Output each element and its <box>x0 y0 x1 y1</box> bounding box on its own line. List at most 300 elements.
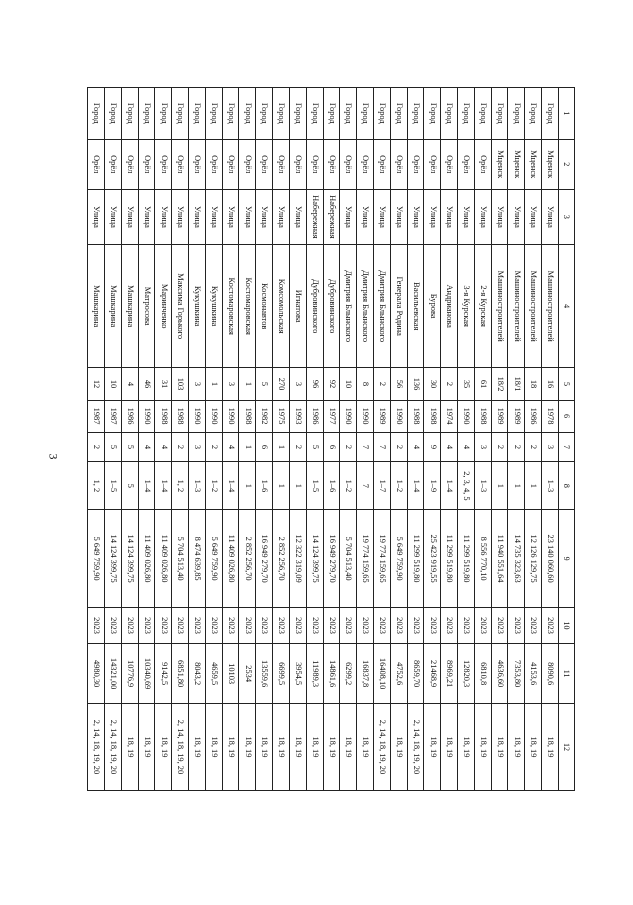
table-cell: 16 <box>542 368 559 400</box>
table-cell: 18, 19 <box>222 703 239 790</box>
table-cell: Орёл <box>205 139 222 189</box>
table-cell: Улица <box>104 189 121 244</box>
table-row <box>205 88 222 791</box>
column-header: 8 <box>558 462 574 510</box>
table-cell: 1988 <box>239 400 256 432</box>
table-cell: 1–3 <box>474 462 491 510</box>
table-cell: Город <box>121 88 138 140</box>
table-cell: Город <box>104 88 121 140</box>
table-cell: 1974 <box>441 400 458 432</box>
table-cell: 4 <box>138 432 155 462</box>
rotated-table-container <box>87 87 575 791</box>
table-cell: Орёл <box>88 139 105 189</box>
table-cell: 2 <box>340 432 357 462</box>
column-header: 5 <box>558 368 574 400</box>
table-cell: 2023 <box>239 607 256 644</box>
table-cell: 1987 <box>88 400 105 432</box>
table-cell: Улица <box>121 189 138 244</box>
table-cell: 2023 <box>373 607 390 644</box>
table-cell: 5 704 513,40 <box>340 510 357 607</box>
table-cell: 1 <box>273 432 290 462</box>
table-cell: Город <box>390 88 407 140</box>
table-cell: 2023 <box>138 607 155 644</box>
table-cell: 18, 19 <box>491 703 508 790</box>
table-cell: 3954,5 <box>289 644 306 704</box>
table-cell: Машкарина <box>88 244 105 368</box>
table-cell: 19 774 159,65 <box>357 510 374 607</box>
table-cell: 9142,5 <box>155 644 172 704</box>
table-cell: 1975 <box>273 400 290 432</box>
table-cell: 14321,00 <box>104 644 121 704</box>
table-cell: 6299,2 <box>340 644 357 704</box>
table-cell: 3-я Курская <box>458 244 475 368</box>
table-cell: 2 <box>373 368 390 400</box>
column-header: 6 <box>558 400 574 432</box>
table-cell: 3 <box>189 432 206 462</box>
table-cell: 2023 <box>189 607 206 644</box>
table-cell: 4 <box>155 432 172 462</box>
table-cell: 2023 <box>306 607 323 644</box>
table-cell: Город <box>474 88 491 140</box>
table-cell: Город <box>424 88 441 140</box>
table-cell: 2, 14, 18, 19, 20 <box>104 703 121 790</box>
table-cell: 18, 19 <box>205 703 222 790</box>
table-cell: 11 299 519,80 <box>458 510 475 607</box>
table-cell: 2 <box>441 368 458 400</box>
column-header: 11 <box>558 644 574 704</box>
table-cell: 1–4 <box>407 462 424 510</box>
table-cell: Улица <box>222 189 239 244</box>
table-cell: 1–2 <box>205 462 222 510</box>
table-cell: 6 <box>256 432 273 462</box>
table-cell: Город <box>239 88 256 140</box>
table-cell: 11 940 551,64 <box>491 510 508 607</box>
table-cell: 2023 <box>441 607 458 644</box>
table-cell: 4 <box>407 432 424 462</box>
table-cell: 5 <box>256 368 273 400</box>
table-cell: 5 <box>121 462 138 510</box>
table-cell: 1988 <box>172 400 189 432</box>
table-cell: Костомаровская <box>239 244 256 368</box>
table-cell: 2023 <box>323 607 340 644</box>
table-cell: Орёл <box>373 139 390 189</box>
table-cell: 1982 <box>256 400 273 432</box>
table-cell: 18, 19 <box>508 703 525 790</box>
table-cell: 1–5 <box>306 462 323 510</box>
table-cell: 1990 <box>189 400 206 432</box>
table-cell: 4 <box>222 432 239 462</box>
table-cell: Комсомольская <box>273 244 290 368</box>
table-row <box>104 88 121 791</box>
table-cell: 1977 <box>323 400 340 432</box>
table-cell: Кукушкина <box>189 244 206 368</box>
table-cell: Машкарина <box>121 244 138 368</box>
table-row <box>273 88 290 791</box>
table-row <box>239 88 256 791</box>
table-cell: Город <box>306 88 323 140</box>
table-cell: 7 <box>373 432 390 462</box>
table-cell: 1 <box>239 432 256 462</box>
table-cell: 8659,70 <box>407 644 424 704</box>
header-row <box>558 88 574 791</box>
table-cell: 6699,5 <box>273 644 290 704</box>
table-cell: 2023 <box>407 607 424 644</box>
table-cell: 18, 19 <box>357 703 374 790</box>
table-cell: Орёл <box>390 139 407 189</box>
table-cell: Мценск <box>525 139 542 189</box>
table-cell: 10103 <box>222 644 239 704</box>
table-cell: 2 <box>205 432 222 462</box>
table-cell: Улица <box>189 189 206 244</box>
table-cell: 1–2 <box>340 462 357 510</box>
table-cell: 5 649 759,90 <box>88 510 105 607</box>
table-cell: 1986 <box>121 400 138 432</box>
table-cell: 1 <box>273 462 290 510</box>
table-cell: 10 <box>104 368 121 400</box>
table-cell: Матросова <box>138 244 155 368</box>
table-cell: 2023 <box>121 607 138 644</box>
table-cell: 2 <box>390 432 407 462</box>
table-cell: 92 <box>323 368 340 400</box>
table-cell: 2 852 256,70 <box>239 510 256 607</box>
table-cell: Максима Горького <box>172 244 189 368</box>
table-cell: Улица <box>542 189 559 244</box>
table-row <box>424 88 441 791</box>
table-cell: Улица <box>407 189 424 244</box>
table-cell: 5 704 513,40 <box>172 510 189 607</box>
table-cell: Орёл <box>323 139 340 189</box>
table-row <box>172 88 189 791</box>
table-cell: Орёл <box>289 139 306 189</box>
table-cell: 18, 19 <box>323 703 340 790</box>
data-table <box>87 87 575 791</box>
table-row <box>256 88 273 791</box>
table-cell: Орёл <box>306 139 323 189</box>
table-row <box>390 88 407 791</box>
table-cell: 1–3 <box>189 462 206 510</box>
table-cell: 1988 <box>474 400 491 432</box>
table-cell: 4153,6 <box>525 644 542 704</box>
table-cell: Дубровинского <box>323 244 340 368</box>
table-cell: 12820,3 <box>458 644 475 704</box>
table-cell: 6 <box>323 432 340 462</box>
table-cell: 8 556 770,10 <box>474 510 491 607</box>
table-cell: Орёл <box>441 139 458 189</box>
table-cell: 1988 <box>424 400 441 432</box>
table-cell: 11 299 519,80 <box>441 510 458 607</box>
table-cell: Орёл <box>458 139 475 189</box>
table-cell: 3 <box>222 368 239 400</box>
table-cell: 18, 19 <box>424 703 441 790</box>
table-cell: Орёл <box>256 139 273 189</box>
table-cell: 18, 19 <box>289 703 306 790</box>
table-cell: 10340,69 <box>138 644 155 704</box>
table-cell: 18, 19 <box>189 703 206 790</box>
table-cell: 1988 <box>155 400 172 432</box>
table-cell: 8043,2 <box>189 644 206 704</box>
table-cell: 2023 <box>155 607 172 644</box>
table-cell: 1–4 <box>155 462 172 510</box>
page-number: 3 <box>46 453 61 460</box>
table-cell: 18, 19 <box>121 703 138 790</box>
table-cell: Город <box>138 88 155 140</box>
table-cell: 2023 <box>256 607 273 644</box>
table-cell: Улица <box>239 189 256 244</box>
table-cell: 25 423 919,55 <box>424 510 441 607</box>
table-cell: 2023 <box>273 607 290 644</box>
table-cell: Город <box>205 88 222 140</box>
table-cell: 2023 <box>474 607 491 644</box>
table-cell: Улица <box>525 189 542 244</box>
table-row <box>121 88 138 791</box>
table-cell: 12 322 319,09 <box>289 510 306 607</box>
table-cell: 96 <box>306 368 323 400</box>
table-cell: Улица <box>508 189 525 244</box>
column-header: 1 <box>558 88 574 140</box>
table-cell: 1–3 <box>542 462 559 510</box>
table-cell: Мценск <box>542 139 559 189</box>
table-cell: 5 <box>104 432 121 462</box>
table-cell: 16408,10 <box>373 644 390 704</box>
table-cell: Улица <box>357 189 374 244</box>
table-cell: Орёл <box>172 139 189 189</box>
column-header: 10 <box>558 607 574 644</box>
table-cell: Город <box>256 88 273 140</box>
table-cell: 2023 <box>88 607 105 644</box>
table-cell: 4 <box>458 432 475 462</box>
table-cell: 1, 2 <box>88 462 105 510</box>
table-cell: 2, 14, 18, 19, 20 <box>373 703 390 790</box>
table-cell: Город <box>542 88 559 140</box>
table-cell: Город <box>340 88 357 140</box>
table-row <box>189 88 206 791</box>
table-cell: Орёл <box>222 139 239 189</box>
table-cell: 1978 <box>542 400 559 432</box>
table-cell: 18 <box>525 368 542 400</box>
table-cell: 2, 14, 18, 19, 20 <box>172 703 189 790</box>
table-cell: Генерала Родина <box>390 244 407 368</box>
table-row <box>289 88 306 791</box>
table-cell: Улица <box>474 189 491 244</box>
table-cell: Город <box>373 88 390 140</box>
table-cell: Улица <box>273 189 290 244</box>
table-cell: 1990 <box>390 400 407 432</box>
table-cell: 5 <box>306 432 323 462</box>
table-cell: 4752,6 <box>390 644 407 704</box>
column-header: 9 <box>558 510 574 607</box>
table-cell: 2, 14, 18, 19, 20 <box>88 703 105 790</box>
table-cell: Дмитрия Блынского <box>357 244 374 368</box>
table-cell: Космонавтов <box>256 244 273 368</box>
table-cell: 10 <box>340 368 357 400</box>
table-cell: 9 <box>424 432 441 462</box>
table-cell: Улица <box>256 189 273 244</box>
table-cell: 5 649 759,90 <box>390 510 407 607</box>
table-cell: 18, 19 <box>340 703 357 790</box>
table-row <box>542 88 559 791</box>
table-cell: Машиностроителей <box>542 244 559 368</box>
table-cell: 3 <box>189 368 206 400</box>
table-cell: Улица <box>88 189 105 244</box>
table-cell: 270 <box>273 368 290 400</box>
table-cell: 19 774 159,65 <box>373 510 390 607</box>
table-cell: 1987 <box>104 400 121 432</box>
table-cell: 1 <box>525 462 542 510</box>
table-cell: 35 <box>458 368 475 400</box>
table-cell: 2023 <box>205 607 222 644</box>
table-cell: Орёл <box>138 139 155 189</box>
table-cell: Улица <box>289 189 306 244</box>
table-cell: 11 409 026,80 <box>222 510 239 607</box>
table-cell: 18, 19 <box>155 703 172 790</box>
table-cell: 3 <box>474 432 491 462</box>
table-cell: Маринченко <box>155 244 172 368</box>
table-cell: 18, 19 <box>138 703 155 790</box>
table-cell: Кукушкина <box>205 244 222 368</box>
table-cell: Улица <box>390 189 407 244</box>
table-cell: Улица <box>491 189 508 244</box>
table-cell: Орёл <box>357 139 374 189</box>
table-cell: Мценск <box>491 139 508 189</box>
table-cell: Город <box>491 88 508 140</box>
table-cell: 18, 19 <box>525 703 542 790</box>
table-wrapper <box>87 87 575 791</box>
table-row <box>407 88 424 791</box>
table-cell: 31 <box>155 368 172 400</box>
table-cell: 1986 <box>306 400 323 432</box>
table-cell: 46 <box>138 368 155 400</box>
column-header: 4 <box>558 244 574 368</box>
table-cell: Город <box>458 88 475 140</box>
table-cell: Город <box>189 88 206 140</box>
table-cell: 2 <box>491 432 508 462</box>
table-cell: 2023 <box>289 607 306 644</box>
table-cell: 18, 19 <box>239 703 256 790</box>
table-cell: 1 <box>239 462 256 510</box>
table-cell: Орёл <box>424 139 441 189</box>
table-cell: 2023 <box>340 607 357 644</box>
table-cell: Машиностроителей <box>491 244 508 368</box>
table-cell: 1–7 <box>373 462 390 510</box>
table-cell: Город <box>323 88 340 140</box>
table-cell: 1–6 <box>256 462 273 510</box>
table-cell: 21468,9 <box>424 644 441 704</box>
table-cell: 2 <box>525 432 542 462</box>
table-cell: Улица <box>424 189 441 244</box>
table-cell: 2023 <box>542 607 559 644</box>
table-cell: Город <box>172 88 189 140</box>
table-cell: Мценск <box>508 139 525 189</box>
table-cell: 30 <box>424 368 441 400</box>
table-cell: Город <box>88 88 105 140</box>
column-header: 12 <box>558 703 574 790</box>
table-cell: 2023 <box>491 607 508 644</box>
table-cell: 7 <box>357 462 374 510</box>
table-row <box>441 88 458 791</box>
table-cell: 12 <box>88 368 105 400</box>
table-cell: 2023 <box>508 607 525 644</box>
table-cell: 1 <box>289 462 306 510</box>
table-row <box>340 88 357 791</box>
table-cell: Машкарина <box>104 244 121 368</box>
table-cell: Орёл <box>121 139 138 189</box>
table-cell: Орёл <box>104 139 121 189</box>
table-cell: 18, 19 <box>474 703 491 790</box>
table-cell: 1–4 <box>138 462 155 510</box>
table-cell: 5 <box>121 432 138 462</box>
table-cell: 1988 <box>407 400 424 432</box>
table-cell: 6851,80 <box>172 644 189 704</box>
table-cell: 2534 <box>239 644 256 704</box>
table-row <box>323 88 340 791</box>
table-cell: Дмитрия Блынского <box>340 244 357 368</box>
table-cell: 1 <box>205 368 222 400</box>
table-cell: 1–4 <box>222 462 239 510</box>
table-cell: 2023 <box>525 607 542 644</box>
table-cell: 6810,8 <box>474 644 491 704</box>
table-cell: 18, 19 <box>458 703 475 790</box>
table-cell: 1–4 <box>441 462 458 510</box>
table-cell: Орёл <box>474 139 491 189</box>
table-cell: 1–6 <box>323 462 340 510</box>
table-cell: 1, 2 <box>172 462 189 510</box>
table-cell: Улица <box>205 189 222 244</box>
table-cell: 1 <box>491 462 508 510</box>
table-cell: 18, 19 <box>390 703 407 790</box>
table-cell: Орёл <box>407 139 424 189</box>
table-cell: Город <box>155 88 172 140</box>
table-row <box>508 88 525 791</box>
table-cell: 18, 19 <box>256 703 273 790</box>
table-cell: Набережная <box>306 189 323 244</box>
table-cell: Город <box>222 88 239 140</box>
table-cell: 1989 <box>491 400 508 432</box>
table-row <box>373 88 390 791</box>
column-header: 7 <box>558 432 574 462</box>
column-header: 2 <box>558 139 574 189</box>
table-cell: Орёл <box>273 139 290 189</box>
table-cell: 1–5 <box>104 462 121 510</box>
table-cell: 2, 14, 18, 19, 20 <box>407 703 424 790</box>
table-cell: 12 126 129,75 <box>525 510 542 607</box>
table-cell: 14 124 399,75 <box>121 510 138 607</box>
table-cell: 4636,60 <box>491 644 508 704</box>
table-cell: 18, 19 <box>542 703 559 790</box>
table-cell: 8969,21 <box>441 644 458 704</box>
table-cell: 3 <box>289 368 306 400</box>
table-cell: 14 124 399,75 <box>306 510 323 607</box>
table-row <box>138 88 155 791</box>
table-cell: 2023 <box>458 607 475 644</box>
table-cell: 2 <box>508 432 525 462</box>
table-cell: 23 140 060,60 <box>542 510 559 607</box>
table-cell: 2023 <box>390 607 407 644</box>
table-cell: Улица <box>138 189 155 244</box>
table-cell: Орёл <box>155 139 172 189</box>
table-cell: 1 <box>508 462 525 510</box>
table-cell: 1–9 <box>424 462 441 510</box>
table-cell: Дмитрия Блынского <box>373 244 390 368</box>
table-cell: Орёл <box>189 139 206 189</box>
table-cell: 1–2 <box>390 462 407 510</box>
table-cell: 11 299 519,80 <box>407 510 424 607</box>
table-cell: Костомаровская <box>222 244 239 368</box>
table-cell: 1990 <box>340 400 357 432</box>
table-cell: Бурова <box>424 244 441 368</box>
table-cell: Васильевская <box>407 244 424 368</box>
table-cell: Улица <box>172 189 189 244</box>
table-cell: Игнатова <box>289 244 306 368</box>
